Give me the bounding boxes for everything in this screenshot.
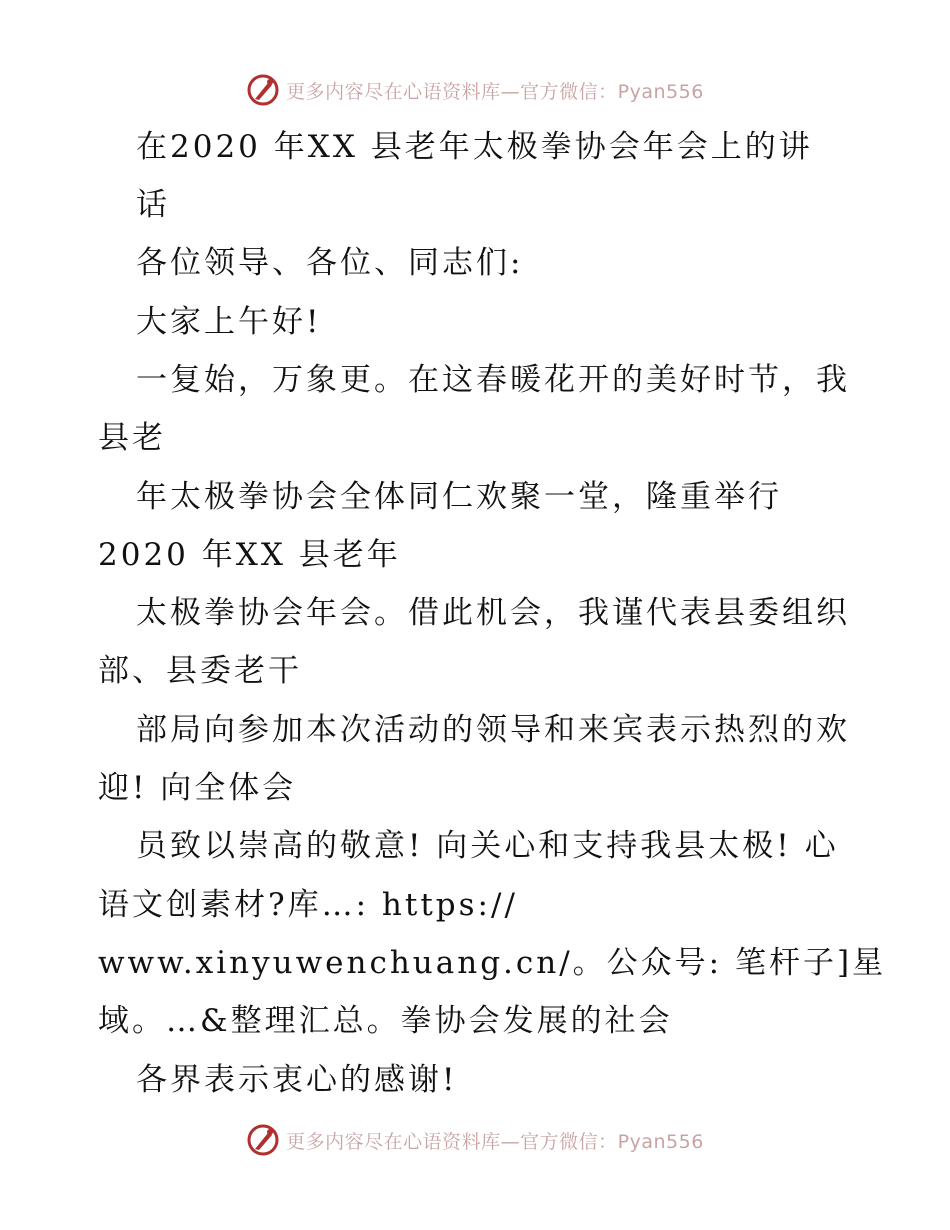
body-line: 年太极拳协会全体同仁欢聚一堂，隆重举行 (136, 479, 782, 515)
body-line: 迎! 向全体会 (98, 770, 297, 806)
body-line: 域。…&整理汇总。拳协会发展的社会 (98, 1003, 673, 1039)
body-line: 各界表示衷心的感谢! (136, 1062, 458, 1098)
document-title-line-2: 话 (136, 187, 170, 223)
quill-logo-icon (246, 1123, 280, 1157)
body-line: 太极拳协会年会。借此机会，我谨代表县委组织 (136, 595, 850, 631)
body-line: 部局向参加本次活动的领导和来宾表示热烈的欢 (136, 712, 850, 748)
body-line: 一复始，万象更。在这春暖花开的美好时节，我 (136, 362, 850, 398)
watermark-handle: Pyan556 (617, 1130, 704, 1153)
watermark-text (286, 1127, 704, 1154)
footer-watermark (0, 1120, 950, 1160)
watermark-handle: Pyan556 (617, 80, 704, 103)
body-line: 2020 年XX 县老年 (98, 537, 401, 573)
watermark-label: 更多内容尽在心语资料库—官方微信： (286, 1130, 618, 1153)
body-line: 员致以崇高的敬意! 向关心和支持我县太极! 心 (136, 828, 839, 864)
salutation: 各位领导、各位、同志们: (136, 245, 524, 281)
greeting: 大家上午好! (136, 304, 322, 340)
watermark-label: 更多内容尽在心语资料库—官方微信： (286, 80, 618, 103)
body-line: www.xinyuwenchuang.cn/。公众号: 笔杆子]星 (98, 945, 887, 981)
body-line: 语文创素材?库…: https:// (98, 887, 518, 923)
body-line: 县老 (98, 420, 166, 456)
document-title-line-1: 在2020 年XX 县老年太极拳协会年会上的讲 (136, 129, 813, 165)
body-line: 部、县委老干 (98, 653, 302, 689)
